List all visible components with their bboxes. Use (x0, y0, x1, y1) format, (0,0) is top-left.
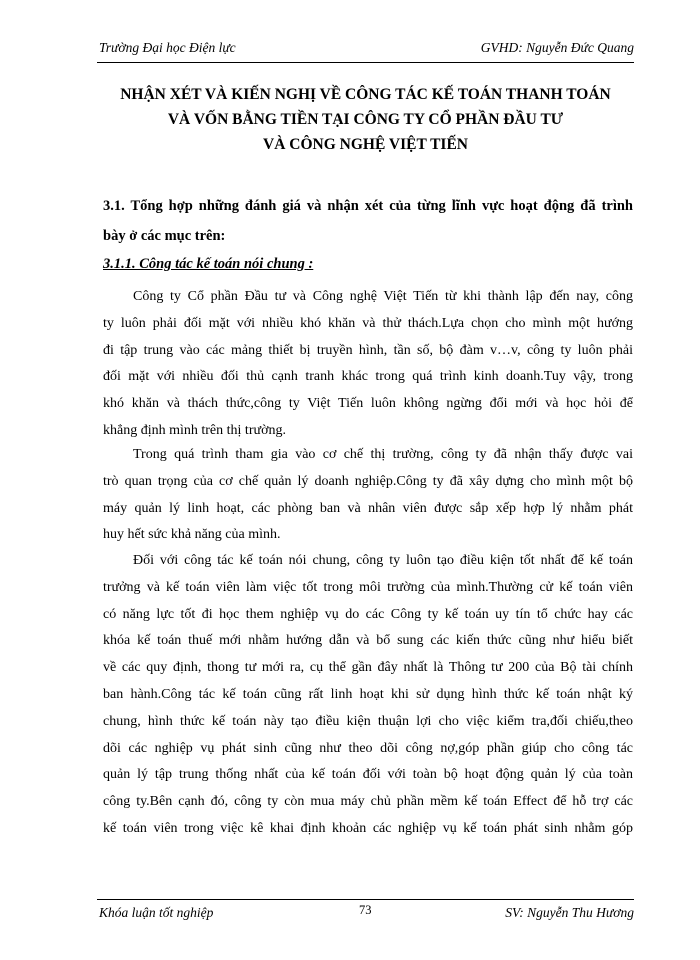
title-line-1: NHẬN XÉT VÀ KIẾN NGHỊ VỀ CÔNG TÁC KẾ TOÁN THANH TOÁN (120, 86, 611, 103)
paragraph-line: huy hết sức khả năng của mình. (103, 527, 281, 543)
title-line-2: VÀ VỐN BẰNG TIỀN TẠI CÔNG TY CỔ PHẦN ĐẦU TƯ (167, 111, 564, 128)
paragraph-line: khóa kế toán thuế mới nhằm hướng dẫn và bổ sung các kiến thức cũng như hiểu biết (103, 633, 633, 649)
paragraph-line: quản lý tập trung thống nhất của kế toán đối với toàn bộ hoạt động quản lý của toàn (103, 767, 633, 783)
footer-thesis: Khóa luận tốt nghiệp (99, 905, 214, 920)
section-heading (103, 191, 633, 251)
paragraph-1 (103, 284, 633, 445)
paragraph-line: Công ty Cổ phần Đầu tư và Công nghệ Việt Tiến từ khi thành lập đến nay, công (133, 289, 633, 304)
paragraph-line: Trong quá trình tham gia vào cơ chế thị trường, công ty đã nhận thấy được vai (133, 447, 633, 462)
paragraph-3 (103, 548, 633, 843)
paragraph-line: trò quan trọng của cơ chế quản lý doanh nghiệp.Công ty đã xây dựng cho mình một bộ (103, 473, 633, 489)
paragraph-line: trưởng và kế toán viên làm việc tốt trong môi trường của mình.Thường cử kế toán viên (103, 579, 633, 595)
paragraph-line: đối mặt với nhiều đối thủ cạnh tranh khác trong quá trình kinh doanh.Tuy vậy, trong (103, 369, 633, 385)
page-footer (97, 899, 634, 926)
paragraph-line: dõi các nghiệp vụ phát sinh cũng như theo dõi công nợ,góp phần giúp cho công tác (103, 740, 633, 756)
section-heading-line-2: bày ở các mục trên: (103, 228, 226, 244)
page-number: 73 (359, 903, 372, 917)
section-heading-line-1: 3.1. Tổng hợp những đánh giá và nhận xét của từng lĩnh vực hoạt động đã trình (103, 198, 633, 214)
paragraph-line: đi tập trung vào các mảng thiết bị truyền hình, tần số, bộ đàm v…v, công ty luôn phải (103, 342, 633, 358)
title-line-3: VÀ CÔNG NGHỆ VIỆT TIẾN (263, 136, 468, 153)
paragraph-line: ban hành.Công tác kế toán cũng rất linh hoạt khi sử dụng hình thức kế toán nhật ký (103, 686, 633, 702)
paragraph-line: chung, hình thức kế toán này tạo điều kiện thuận lợi cho việc kiểm tra,đối chiếu,theo (103, 713, 633, 729)
header-school: Trường Đại học Điện lực (99, 40, 236, 55)
paragraph-line: Đối với công tác kế toán nói chung, công ty luôn tạo điều kiện tốt nhất để kế toán (133, 553, 633, 568)
paragraph-line: máy quản lý linh hoạt, các phòng ban và nhân viên được sắp xếp hợp lý nhằm phát (103, 500, 633, 516)
subsection-heading: 3.1.1. Công tác kế toán nói chung : (103, 256, 314, 272)
paragraph-line: khó khăn và thách thức,công ty Việt Tiến luôn không ngừng đổi mới và học hỏi để (103, 396, 633, 412)
paragraph-line: ty luôn phải đối mặt với nhiều khó khăn và thử thách.Lựa chọn cho mình một hướng (103, 315, 633, 331)
footer-student: SV: Nguyễn Thu Hương (505, 905, 634, 920)
paragraph-line: công ty.Bên cạnh đó, công ty còn mua máy chủ phần mềm kế toán Effect để hỗ trợ các (103, 794, 633, 810)
paragraph-line: về các quy định, thong tư mới ra, cụ thể gần đây nhất là Thông tư 200 của Bộ tài chính (103, 660, 633, 676)
paragraph-2 (103, 442, 633, 549)
chapter-title (97, 82, 634, 157)
paragraph-line: có năng lực tốt đi học them nghiệp vụ do các Công ty kế toán uy tín tổ chức hay các (103, 606, 633, 622)
page-header (97, 34, 634, 63)
paragraph-line: khẳng định mình trên thị trường. (103, 422, 286, 438)
paragraph-line: kế toán viên trong việc kê khai định khoản các nghiệp vụ kế toán phát sinh nhằm góp (103, 820, 633, 836)
header-advisor: GVHD: Nguyễn Đức Quang (480, 40, 634, 55)
